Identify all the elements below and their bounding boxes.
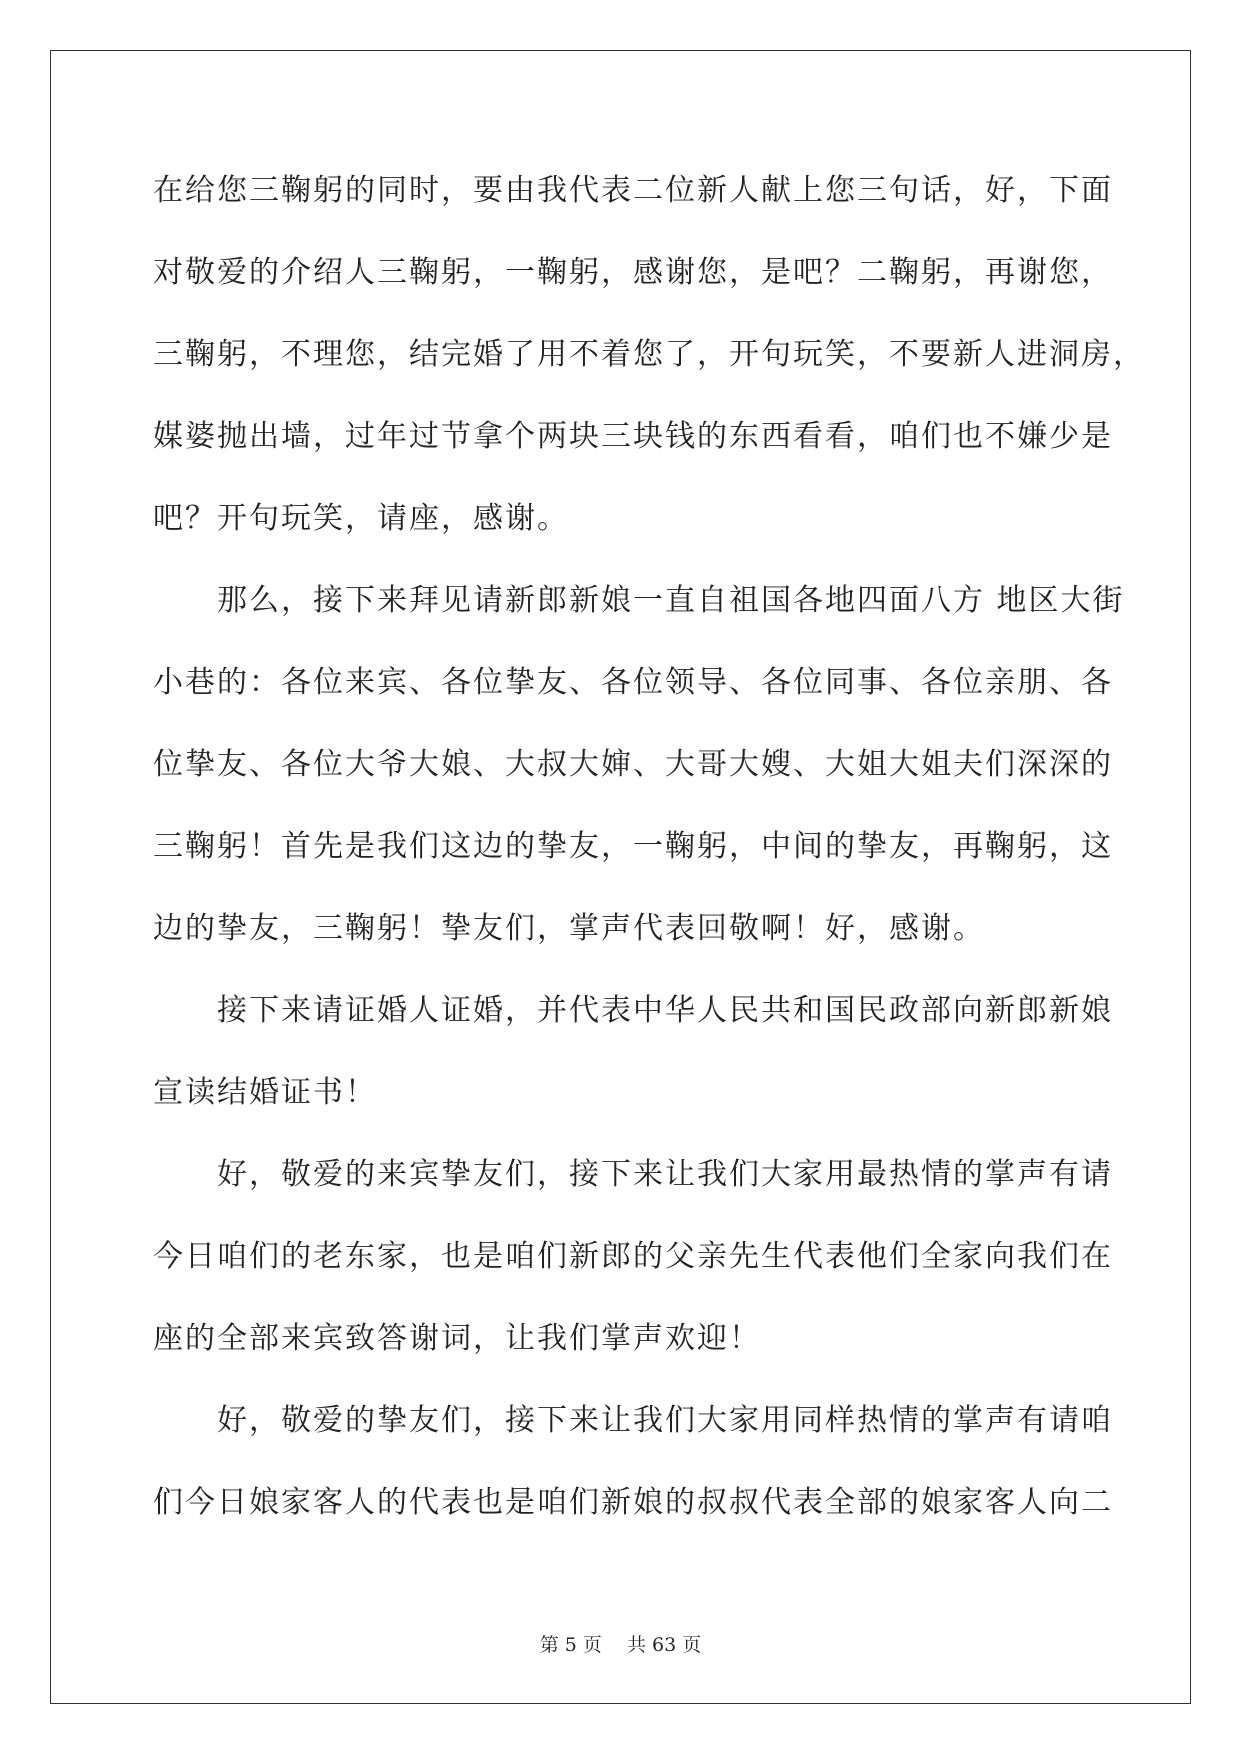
text-line: 位挚友、各位大爷大娘、大叔大婶、大哥大嫂、大姐大姐夫们深深的 — [153, 747, 1113, 782]
text-line: 媒婆抛出墙，过年过节拿个两块三块钱的东西看看，咱们也不嫌少是 — [153, 419, 1113, 454]
text-line: 今日咱们的老东家，也是咱们新郎的父亲先生代表他们全家向我们在 — [153, 1239, 1113, 1274]
text-line: 吧？开句玩笑，请座，感谢。 — [153, 501, 569, 536]
text-line: 小巷的：各位来宾、各位挚友、各位领导、各位同事、各位亲朋、各 — [153, 665, 1113, 700]
text-line: 好，敬爱的来宾挚友们，接下来让我们大家用最热情的掌声有请 — [153, 1157, 1113, 1192]
text-line: 对敬爱的介绍人三鞠躬，一鞠躬，感谢您，是吧？二鞠躬，再谢您， — [153, 255, 1113, 290]
page-number: 第 5 页 共 63 页 — [539, 1634, 702, 1656]
text-line: 在给您三鞠躬的同时，要由我代表二位新人献上您三句话，好，下面 — [153, 173, 1113, 208]
text-line: 接下来请证婚人证婚，并代表中华人民共和国民政部向新郎新娘 — [153, 993, 1113, 1028]
document-body — [153, 150, 1145, 1544]
text-line: 那么，接下来拜见请新郎新娘一直自祖国各地四面八方 地区大街 — [153, 583, 1125, 618]
text-line: 宣读结婚证书！ — [153, 1075, 377, 1110]
text-line: 们今日娘家客人的代表也是咱们新娘的叔叔代表全部的娘家客人向二 — [153, 1485, 1113, 1520]
text-line: 三鞠躬，不理您，结完婚了用不着您了，开句玩笑，不要新人进洞房， — [153, 337, 1145, 372]
text-line: 座的全部来宾致答谢词，让我们掌声欢迎！ — [153, 1321, 761, 1356]
text-line: 三鞠躬！首先是我们这边的挚友，一鞠躬，中间的挚友，再鞠躬，这 — [153, 829, 1113, 864]
text-line: 边的挚友，三鞠躬！挚友们，掌声代表回敬啊！好，感谢。 — [153, 911, 985, 946]
text-line: 好，敬爱的挚友们，接下来让我们大家用同样热情的掌声有请咱 — [153, 1403, 1113, 1438]
